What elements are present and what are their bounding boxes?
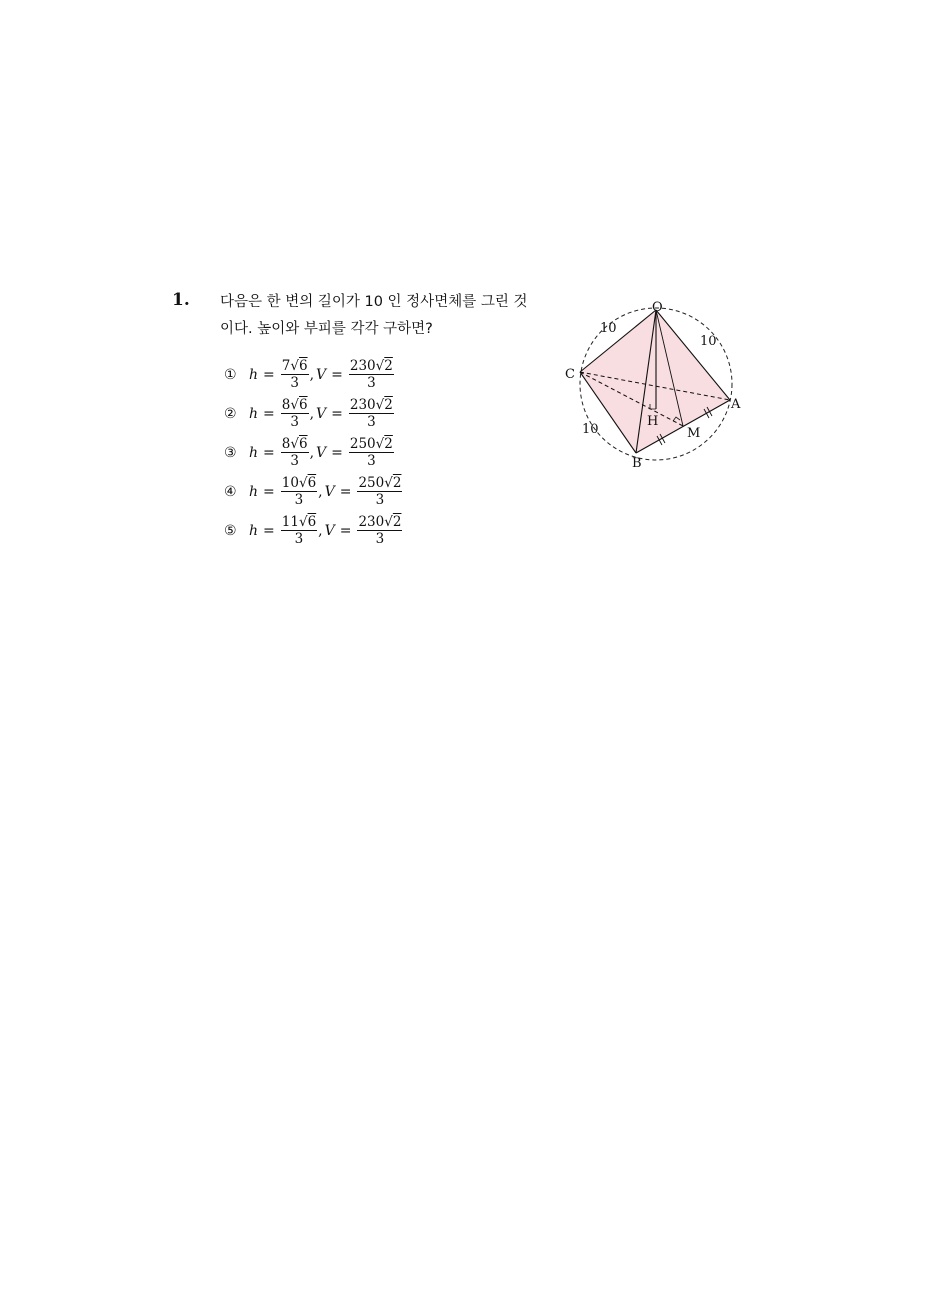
volume-variable: V — [324, 483, 335, 500]
choice-1[interactable]: ① h = $\frac{7√6}{3}$ , V = $\frac{230√2}{3}$ — [224, 358, 393, 391]
problem-number: 1. — [172, 290, 190, 310]
choice-number: ④ — [224, 483, 237, 500]
choice-2[interactable]: ② h = $\frac{8√6}{3}$ , V = $\frac{230√2}{3}$ — [224, 397, 393, 430]
choice-number: ③ — [224, 444, 237, 461]
height-variable: h — [249, 444, 259, 461]
volume-fraction: $\frac{250√2}{3}$ — [358, 475, 402, 508]
volume-variable: V — [316, 405, 327, 422]
tetrahedron-figure — [556, 292, 756, 477]
volume-fraction: $\frac{250√2}{3}$ — [349, 436, 393, 469]
vertex-label-C: C — [565, 367, 575, 382]
height-fraction: $\frac{10√6}{3}$ — [281, 475, 317, 508]
volume-variable: V — [324, 522, 335, 539]
choice-number: ② — [224, 405, 237, 422]
volume-variable: V — [316, 366, 327, 383]
height-fraction: $\frac{11√6}{3}$ — [281, 514, 317, 547]
edge-label-OA: 10 — [700, 334, 717, 349]
answer-choices — [224, 355, 403, 550]
point-label-H: H — [647, 414, 659, 429]
choice-number: ⑤ — [224, 522, 237, 539]
choice-5[interactable]: ⑤ h = $\frac{11√6}{3}$ , V = $\frac{230√2}{3}$ — [224, 514, 402, 547]
volume-fraction: $\frac{230√2}{3}$ — [358, 514, 402, 547]
vertex-label-O: O — [652, 300, 663, 315]
height-variable: h — [249, 483, 259, 500]
choice-4[interactable]: ④ h = $\frac{10√6}{3}$ , V = $\frac{250√2}{3}$ — [224, 475, 402, 508]
problem-text-line-2: 이다. 높이와 부피를 각각 구하면? — [220, 321, 433, 337]
problem-text-line-1: 다음은 한 변의 길이가 10 인 정사면체를 그린 것 — [220, 294, 528, 310]
volume-fraction: $\frac{230√2}{3}$ — [349, 397, 393, 430]
vertex-label-B: B — [632, 456, 642, 471]
choice-number: ① — [224, 366, 237, 383]
height-fraction: $\frac{7√6}{3}$ — [281, 358, 308, 391]
choice-3[interactable]: ③ h = $\frac{8√6}{3}$ , V = $\frac{250√2}{3}$ — [224, 436, 393, 469]
problem-text — [220, 289, 560, 343]
edge-label-CB: 10 — [582, 422, 599, 437]
height-variable: h — [249, 405, 259, 422]
vertex-label-A: A — [731, 397, 741, 412]
height-variable: h — [249, 522, 259, 539]
height-fraction: $\frac{8√6}{3}$ — [281, 436, 308, 469]
volume-fraction: $\frac{230√2}{3}$ — [349, 358, 393, 391]
height-variable: h — [249, 366, 259, 383]
volume-variable: V — [316, 444, 327, 461]
edge-label-OC: 10 — [600, 321, 617, 336]
point-label-M: M — [687, 426, 701, 441]
height-fraction: $\frac{8√6}{3}$ — [281, 397, 308, 430]
